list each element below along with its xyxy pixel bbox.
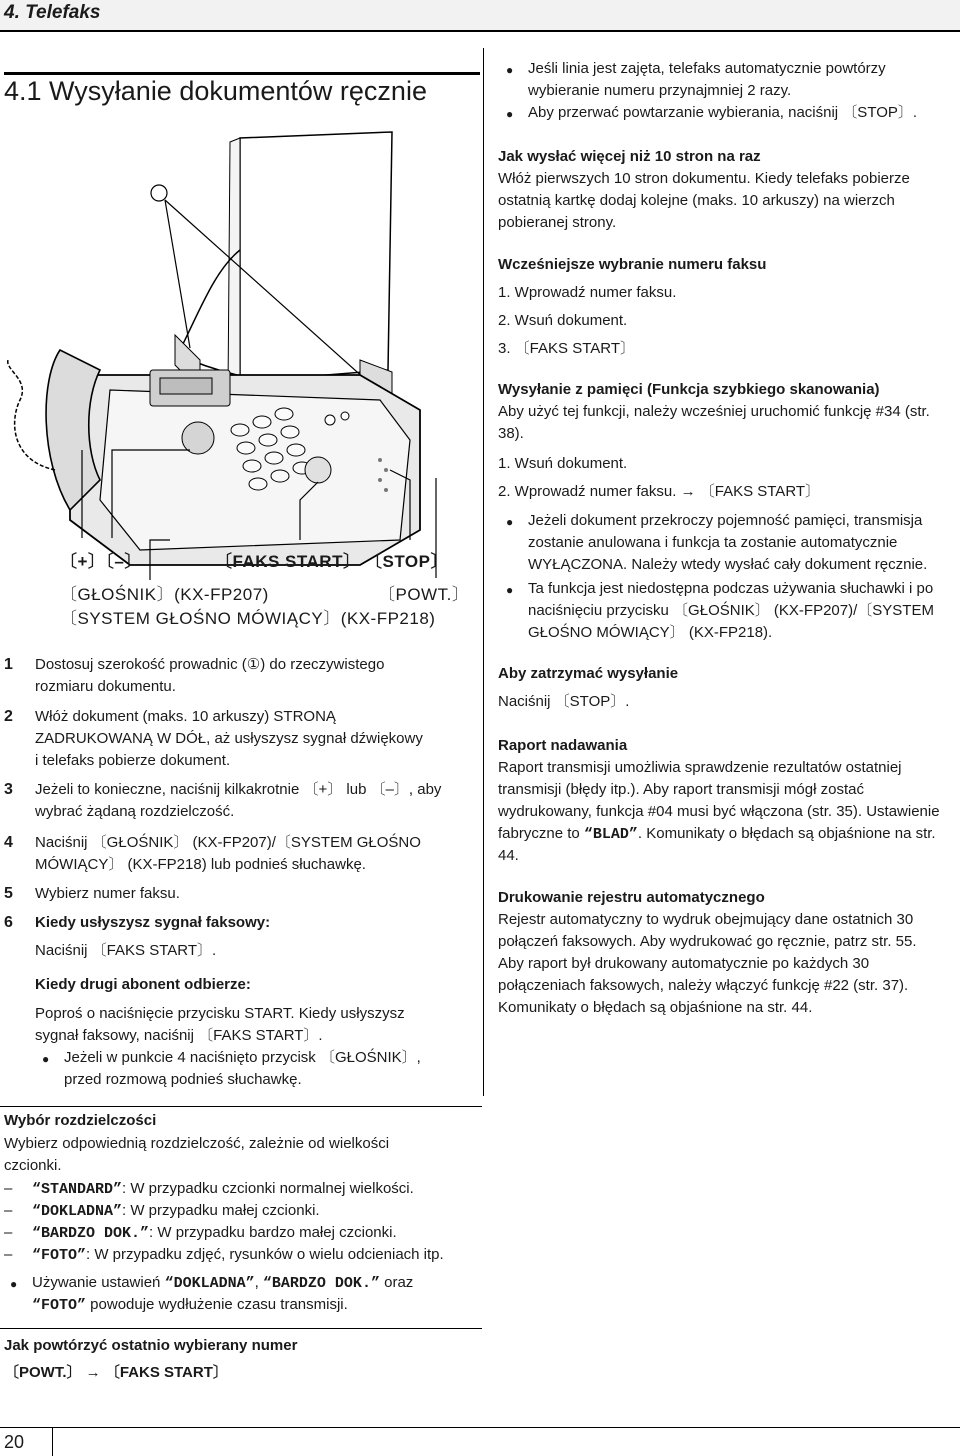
memory-bullet-cont: zostanie anulowana i funkcja ta zostanie automatycznie [528,534,898,551]
footer-divider [52,1428,53,1456]
memory-bullet: ● Ta funkcja jest niedostępna podczas używania słuchawki i po [528,578,933,600]
right-bullet: ● Jeśli linia jest zajęta, telefaks automatycznie powtórzy [528,58,886,80]
resolution-item: – “BARDZO DOK.”: W przypadku bardzo małej czcionki. [32,1222,397,1245]
memory-title: Wysyłanie z pamięci (Funkcja szybkiego skanowania) [498,381,880,398]
stop-title: Aby zatrzymać wysyłanie [498,665,679,682]
section-rule [4,72,480,75]
step6-heading: Kiedy drugi abonent odbierze: [35,976,251,993]
resolution-intro: Wybierz odpowiednią rozdzielczość, zależnie od wielkości [4,1135,390,1152]
step-text: ZADRUKOWANĄ W DÓŁ, aż usłyszysz sygnał dźwiękowy [35,730,423,747]
step-number: 2 [4,708,13,725]
journal-text: Aby raport był drukowany automatycznie po każdych 30 [498,955,870,972]
more10-text: ostatnią kartkę dodaj kolejne (maks. 10 arkuszy) na wierzch [498,192,895,209]
step-text: Naciśnij 〔GŁOŚNIK〕 (KX-FP207)/〔SYSTEM GŁOŚNO [35,834,421,851]
more10-text: pobieranej strony. [498,214,617,231]
journal-text: połączeniach faksowych, należy włączyć funkcję #22 (str. 37). [498,977,909,994]
predial-item: 2. Wsuń dokument. [498,312,628,329]
step-text: Kiedy usłyszysz sygnał faksowy: [35,914,271,931]
chapter-title: 4. Telefaks [4,2,101,23]
step6-press: Naciśnij 〔FAKS START〕. [35,942,217,959]
memory-text: 38). [498,425,524,442]
memory-item: 2. Wprowadź numer faksu. → 〔FAKS START〕 [498,483,821,500]
step6-bullet-cont: przed rozmową podnieś słuchawkę. [64,1071,302,1088]
redial-title: Jak powtórzyć ostatnio wybierany numer [4,1337,298,1354]
footer-rule [0,1427,960,1428]
step-text: i telefaks pobierze dokument. [35,752,231,769]
resolution-item: – “FOTO”: W przypadku zdjęć, rysunków o wielu odcieniach itp. [32,1244,444,1267]
divider [0,1328,482,1329]
report-text: transmisji (błędy itp.). Aby raport transmisji mógł zostać [498,781,864,798]
label-plus-minus: 〔+〕〔–〕 [60,552,142,571]
page-header-bar [0,0,960,32]
label-system: 〔SYSTEM GŁOŚNO MÓWIĄCY〕(KX-FP218) [60,609,436,628]
report-text: 44. [498,847,519,864]
step-number: 3 [4,781,13,798]
step-text: rozmiaru dokumentu. [35,678,176,695]
resolution-note-cont: “FOTO” powoduje wydłużenie czasu transmisji. [32,1296,348,1314]
step-number: 6 [4,914,13,931]
more10-text: Włóż pierwszych 10 stron dokumentu. Kiedy telefaks pobierze [498,170,910,187]
report-text: fabryczne to “BLAD”. Komunikaty o błędach są objaśnione na str. [498,825,936,843]
label-glosnik: 〔GŁOŚNIK〕(KX-FP207) [60,585,269,604]
journal-title: Drukowanie rejestru automatycznego [498,889,765,906]
stop-text: Naciśnij 〔STOP〕. [498,693,630,710]
memory-item: 1. Wsuń dokument. [498,455,628,472]
step-text: wybrać żądaną rozdzielczość. [35,803,235,820]
more10-title: Jak wysłać więcej niż 10 stron na raz [498,148,761,165]
column-divider [483,48,484,1096]
predial-title: Wcześniejsze wybranie numeru faksu [498,256,767,273]
step-text: Dostosuj szerokość prowadnic (①) do rzeczywistego [35,656,385,673]
resolution-note: ● Używanie ustawień “DOKLADNA”, “BARDZO DOK.” oraz [32,1272,413,1295]
resolution-item: – “STANDARD”: W przypadku czcionki normalnej wielkości. [32,1178,414,1201]
step6-text: Poproś o naciśnięcie przycisku START. Kiedy usłyszysz [35,1005,405,1022]
report-title: Raport nadawania [498,737,628,754]
memory-text: Aby użyć tej funkcji, należy wcześniej uruchomić funkcję #34 (str. [498,403,930,420]
predial-item: 3. 〔FAKS START〕 [498,340,635,357]
resolution-item: – “DOKLADNA”: W przypadku małej czcionki. [32,1200,320,1223]
memory-bullet-cont: GŁOŚNO MÓWIĄCY〕 (KX-FP218). [528,624,773,641]
page-number: 20 [4,1432,25,1452]
step-number: 4 [4,834,13,851]
journal-text: połączeń faksowych. Aby wydrukować go ręcznie, patrz str. 55. [498,933,917,950]
step-number: 1 [4,656,13,673]
step-text: MÓWIĄCY〕 (KX-FP218) lub podnieś słuchawkę. [35,856,366,873]
report-text: wydrukowany, funkcja #04 musi być włączona (str. 35). Ustawienie [498,803,940,820]
step-text: Jeżeli to konieczne, naciśnij kilkakrotnie 〔+〕 lub 〔–〕, aby [35,781,442,798]
divider [0,1106,482,1107]
right-bullet: ● Aby przerwać powtarzanie wybierania, naciśnij 〔STOP〕. [528,102,917,124]
memory-bullet: ● Jeżeli dokument przekroczy pojemność pamięci, transmisja [528,510,922,532]
journal-text: Komunikaty o błędach są objaśnione na str. 44. [498,999,813,1016]
memory-bullet-cont: WYŁĄCZONA. Należy wtedy wysłać cały dokument ręcznie. [528,556,928,573]
section-title: 4.1 Wysyłanie dokumentów ręcznie [4,76,427,106]
step6-bullet: ● Jeżeli w punkcie 4 naciśnięto przycisk 〔GŁOŚNIK〕, [64,1047,421,1069]
step-number: 5 [4,885,13,902]
resolution-intro: czcionki. [4,1157,62,1174]
journal-text: Rejestr automatyczny to wydruk obejmujący dane ostatnich 30 [498,911,914,928]
step6-text: sygnał faksowy, naciśnij 〔FAKS START〕. [35,1027,323,1044]
label-faks-start: 〔FAKS START〕 [215,552,361,571]
label-stop: 〔STOP〕 [365,552,448,571]
predial-item: 1. Wprowadź numer faksu. [498,284,677,301]
report-text: Raport transmisji umożliwia sprawdzenie rezultatów ostatniej [498,759,902,776]
redial-keys: 〔POWT.〕 → 〔FAKS START〕 [4,1364,228,1381]
right-bullet-cont: wybieranie numeru przynajmniej 2 razy. [528,82,792,99]
resolution-title: Wybór rozdzielczości [4,1112,157,1129]
memory-bullet-cont: naciśnięciu przycisku 〔GŁOŚNIK〕 (KX-FP207)/〔SYSTEM [528,602,934,619]
step-text: Wybierz numer faksu. [35,885,180,902]
label-powt: 〔POWT.〕 [378,585,470,604]
step-text: Włóż dokument (maks. 10 arkuszy) STRONĄ [35,708,336,725]
